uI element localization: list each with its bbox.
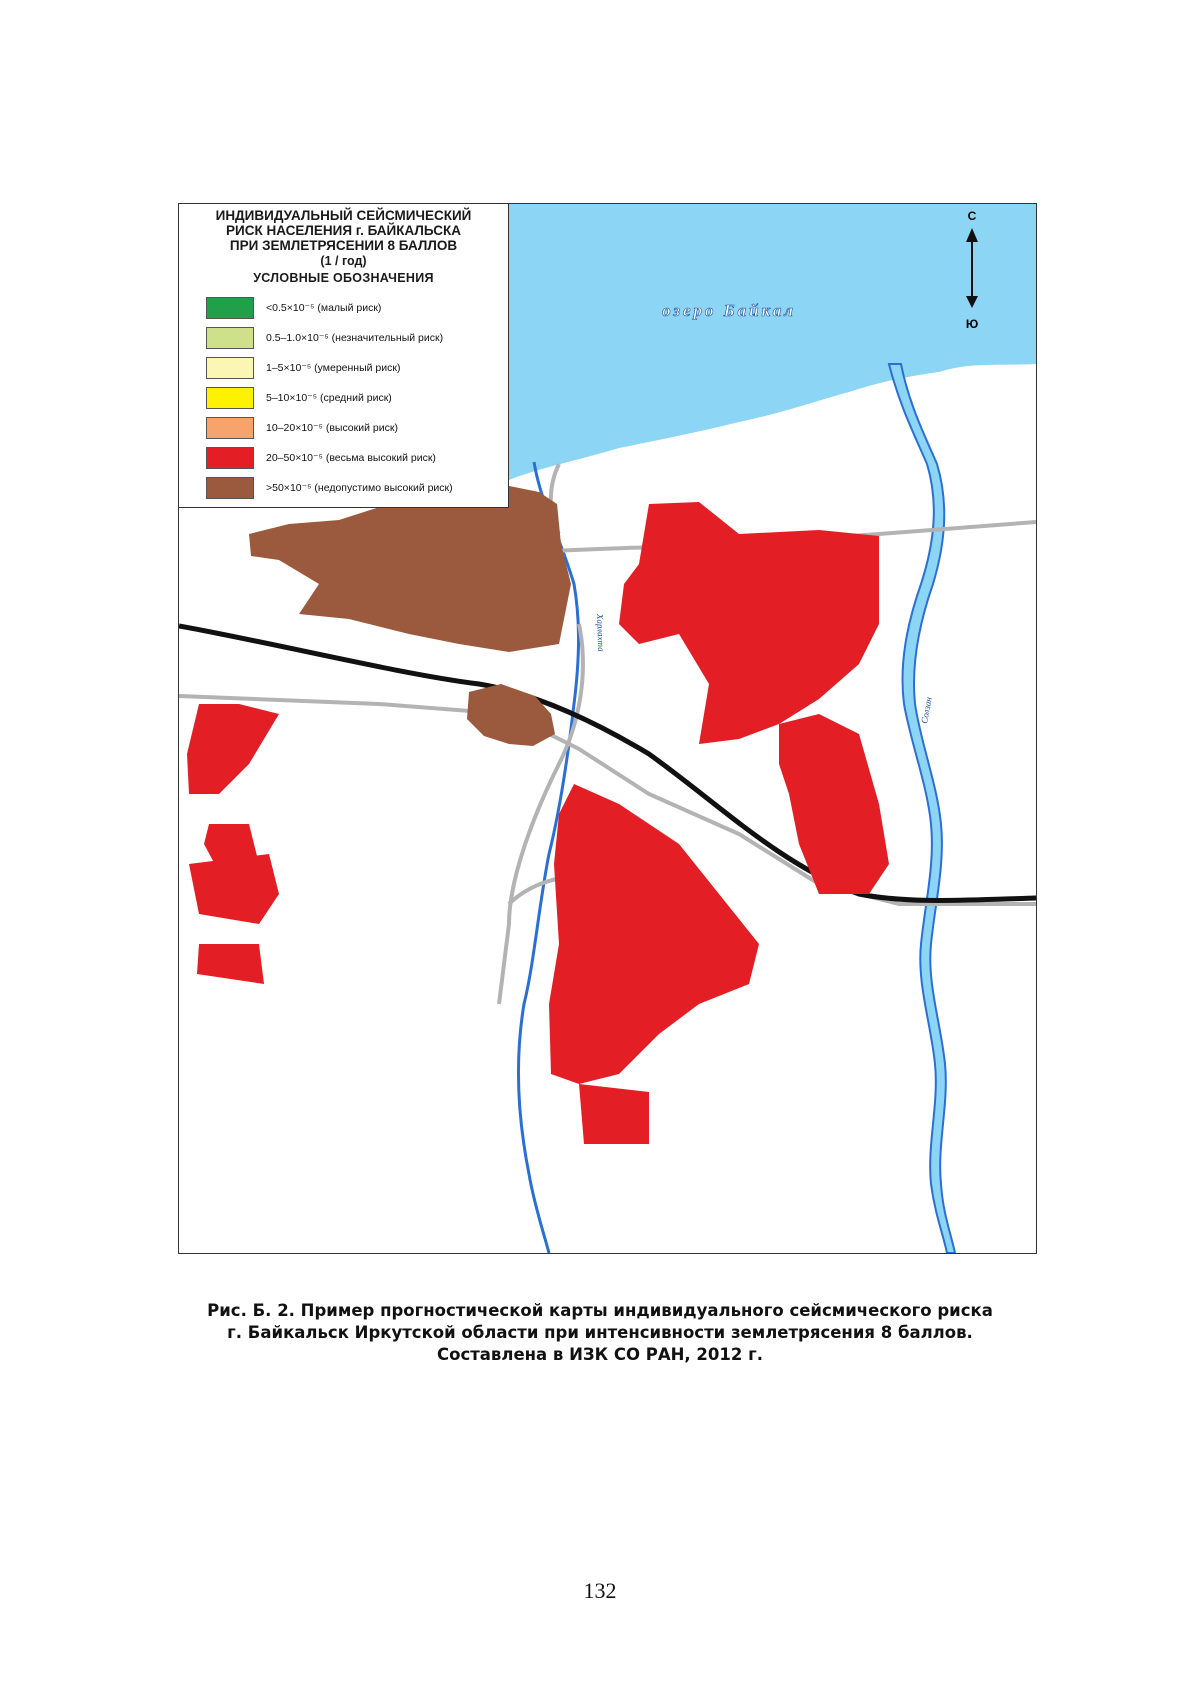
legend-title-line-1: ИНДИВИДУАЛЬНЫЙ СЕЙСМИЧЕСКИЙ [215,208,472,223]
legend-swatch [206,327,254,349]
legend-item-label: 20–50×10⁻⁵ (весьма высокий риск) [266,452,436,464]
legend-item-label: <0.5×10⁻⁵ (малый риск) [266,302,382,314]
caption-line-2: г. Байкальск Иркутской области при интенсивности землетрясения 8 баллов. [227,1323,973,1342]
legend-swatch [206,477,254,499]
legend-heading: УСЛОВНЫЕ ОБОЗНАЧЕНИЯ [253,271,434,285]
legend-item-label: 5–10×10⁻⁵ (средний риск) [266,392,392,404]
legend-item-label: 0.5–1.0×10⁻⁵ (незначительный риск) [266,332,444,344]
legend-item [206,387,392,409]
legend-swatch [206,417,254,439]
figure-caption [100,1300,1100,1366]
legend-item-label: 1–5×10⁻⁵ (умеренный риск) [266,362,401,374]
legend-item [206,447,436,469]
legend-title-line-2: РИСК НАСЕЛЕНИЯ г. БАЙКАЛЬСКА [226,223,461,238]
legend-item [206,417,398,439]
compass-north-label: С [967,209,977,223]
river-label-solzan: Солзан [919,696,934,725]
caption-line-3: Составлена в ИЗК СО РАН, 2012 г. [437,1345,763,1364]
river-label-kharlakhta: Харлахта [595,613,607,652]
legend-swatch [206,357,254,379]
legend-title-line-3: ПРИ ЗЕМЛЕТРЯСЕНИИ 8 БАЛЛОВ [229,238,458,253]
lake-label: озеро Байкал [662,301,796,320]
district-unacceptable-risk-2 [467,684,555,746]
district-unacceptable-risk [249,484,571,652]
legend-item [206,477,453,499]
legend-item [206,297,381,319]
map-legend [178,203,509,508]
river-solzan [889,364,955,1253]
legend-swatch [206,387,254,409]
legend-swatch [206,447,254,469]
legend-swatch [206,297,254,319]
page-number: 132 [583,1578,617,1603]
legend-item-label: 10–20×10⁻⁵ (высокий риск) [266,422,398,434]
legend-unit: (1 / год) [320,254,367,268]
caption-line-1: Рис. Б. 2. Пример прогностической карты индивидуального сейсмического риска [207,1301,993,1320]
legend-item [206,327,443,349]
legend-item [206,357,400,379]
legend-item-label: >50×10⁻⁵ (недопустимо высокий риск) [266,482,453,494]
compass-south-label: Ю [965,317,979,331]
